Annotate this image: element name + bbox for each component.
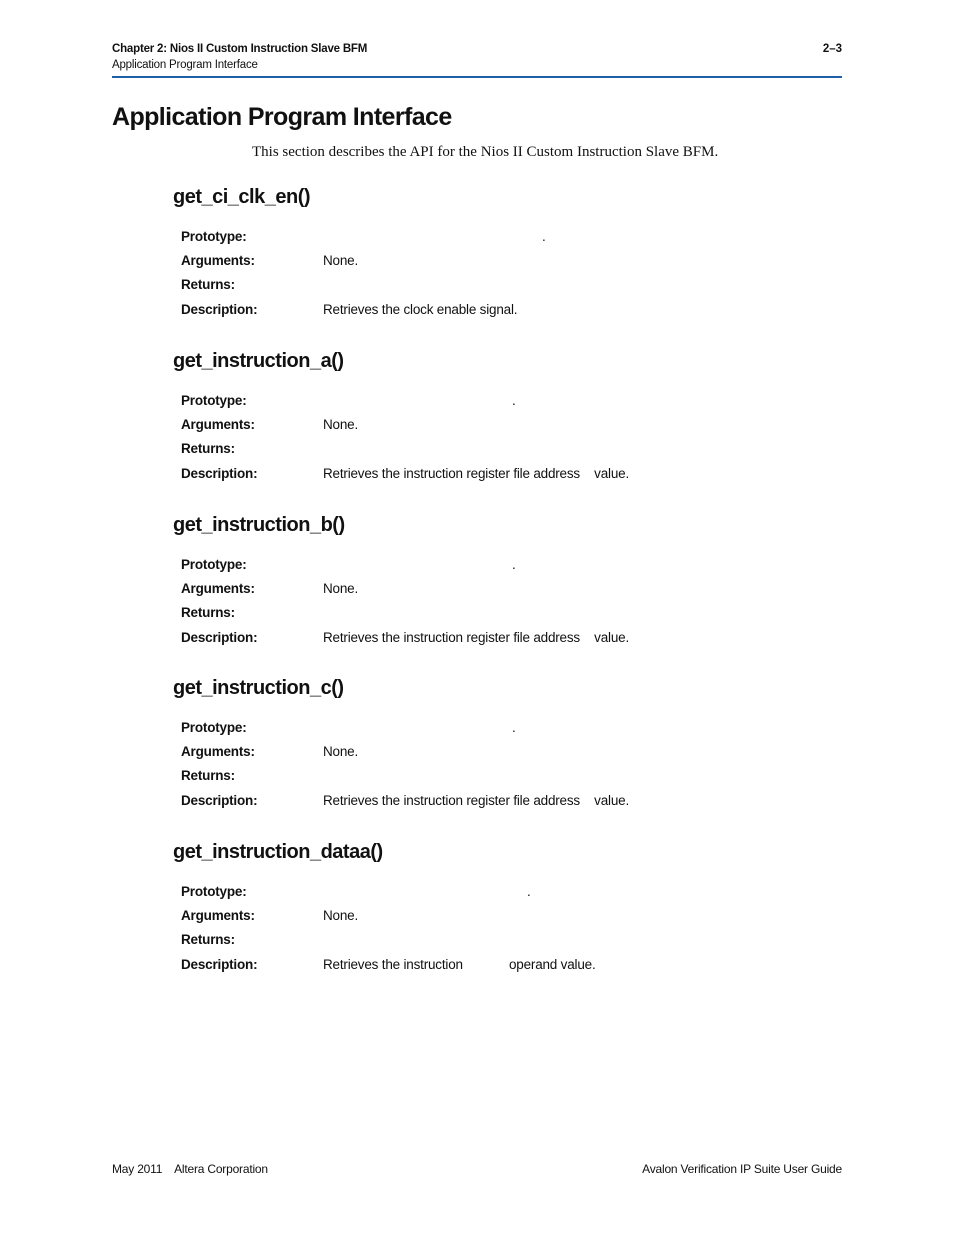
arguments-label: Arguments: (181, 744, 255, 760)
function-heading: get_instruction_a() (173, 350, 344, 372)
arguments-label: Arguments: (181, 908, 255, 924)
prototype-row (173, 393, 793, 417)
prototype-label: Prototype: (181, 720, 247, 735)
page-number: 2–3 (822, 43, 842, 55)
returns-row (173, 441, 793, 465)
returns-row (173, 768, 793, 792)
returns-row (173, 932, 793, 956)
description-value: Retrieves the instruction register file address value. (323, 465, 629, 481)
description-row (173, 302, 793, 326)
prototype-row (173, 884, 793, 908)
function-table (173, 720, 793, 817)
function-section (173, 350, 793, 490)
running-header-chapter: Chapter 2: Nios II Custom Instruction Slave BFM (112, 43, 368, 55)
function-section (173, 514, 793, 654)
description-label: Description: (181, 465, 258, 481)
prototype-label: Prototype: (181, 393, 247, 408)
prototype-value: . (527, 884, 531, 899)
returns-label: Returns: (181, 768, 235, 784)
function-heading: get_ci_clk_en() (173, 186, 311, 208)
description-value: Retrieves the clock enable signal. (323, 301, 518, 317)
arguments-row (173, 417, 793, 441)
arguments-value: None. (323, 908, 359, 924)
function-heading: get_instruction_b() (173, 514, 345, 536)
returns-label: Returns: (181, 932, 235, 948)
prototype-value: . (512, 720, 516, 735)
prototype-label: Prototype: (181, 884, 247, 899)
arguments-value: None. (323, 581, 359, 597)
prototype-label: Prototype: (181, 229, 247, 244)
description-label: Description: (181, 956, 258, 972)
description-label: Description: (181, 792, 258, 808)
description-value: Retrieves the instruction operand value. (323, 956, 596, 972)
function-table (173, 229, 793, 326)
function-section (173, 677, 793, 817)
header-divider (112, 76, 842, 78)
arguments-value: None. (323, 744, 359, 760)
description-row (173, 630, 793, 654)
page-title: Application Program Interface (112, 103, 452, 131)
description-row (173, 957, 793, 981)
arguments-label: Arguments: (181, 253, 255, 269)
prototype-value: . (542, 229, 546, 244)
function-section (173, 841, 793, 981)
returns-row (173, 605, 793, 629)
returns-label: Returns: (181, 441, 235, 457)
description-row (173, 793, 793, 817)
prototype-row (173, 557, 793, 581)
description-value: Retrieves the instruction register file address value. (323, 792, 629, 808)
arguments-row (173, 581, 793, 605)
prototype-value: . (512, 557, 516, 572)
description-row (173, 466, 793, 490)
footer-guide-title: Avalon Verification IP Suite User Guide (642, 1162, 842, 1176)
returns-label: Returns: (181, 277, 235, 293)
arguments-row (173, 253, 793, 277)
function-table (173, 557, 793, 654)
function-heading: get_instruction_c() (173, 677, 344, 699)
prototype-row (173, 229, 793, 253)
description-label: Description: (181, 629, 258, 645)
prototype-label: Prototype: (181, 557, 247, 572)
returns-row (173, 277, 793, 301)
arguments-value: None. (323, 253, 359, 269)
arguments-label: Arguments: (181, 581, 255, 597)
function-heading: get_instruction_dataa() (173, 841, 383, 863)
function-table (173, 884, 793, 981)
returns-label: Returns: (181, 605, 235, 621)
arguments-row (173, 908, 793, 932)
prototype-row (173, 720, 793, 744)
arguments-label: Arguments: (181, 417, 255, 433)
arguments-row (173, 744, 793, 768)
arguments-value: None. (323, 417, 359, 433)
function-table (173, 393, 793, 490)
prototype-value: . (512, 393, 516, 408)
description-value: Retrieves the instruction register file address value. (323, 629, 629, 645)
footer-date-company: May 2011 Altera Corporation (112, 1162, 268, 1176)
description-label: Description: (181, 301, 258, 317)
function-section (173, 186, 793, 326)
running-header-section: Application Program Interface (112, 59, 258, 71)
intro-paragraph: This section describes the API for the Nios II Custom Instruction Slave BFM. (252, 144, 719, 160)
